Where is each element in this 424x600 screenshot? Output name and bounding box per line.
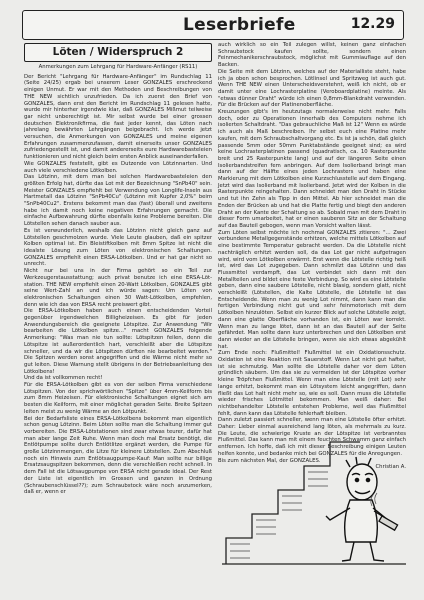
paragraph: Es ist verwunderlich, weshalb das Lötzinn nicht gleich ganz auf Lötstellen geschmolzen wurde. Viele Leute glauben, daß ein spitzer Kolben optimal ist. Ein Bleistiftkolben mit 8mm Spitze ist nicht die idealste Lösung zum Löten von elektronischen Schaltungen. GONZALES empfiehlt einen ERSA-Lötkolben. Und er hat gar nicht so unrecht. [24, 227, 212, 268]
soldering-cartoon-icon [222, 420, 406, 570]
author: Christian A. [375, 464, 406, 471]
paragraph: Wie GONZALES feststellt, gibt es Dutzende von Lötzinnarten. Und auch viele verschiedene Lötkolben. [24, 160, 212, 174]
paragraph: Zum Löten selbst möchte ich nochmal GONZALES zitieren: "... Zwei verbundene Metallgegenstände erhitzen, welche mittels Lötkolben auf eine bestimmte Temperatur gebracht werden. Da die Lötstelle nicht nachträglich erhitzt werden soll, da das Lot gar nicht aufgetragen wird, wird vom Lötkolben erwärmt. Erst wenn die Lötstelle richtig heiß ist, wird das Lot zugegeben. Dann schmilzt das Lötzinn und das Flussmittel verdampft, das Lot verbindet sich dann mit den Metallteilen und bildet eine feste Verbindung. So wird es eine Lötstelle geben, dann eine saubere Lötstelle, nicht blasig, sondern glatt, nicht verschleißt (Lötstellen, die Kalte Lötstelle, die Lötstelle ist das Entscheidende. Wenn man zu wenig Lot nimmt, dann kann man die fertigen Verbindung nicht gut und sehr feinmotorisch mit dem Lötkolben hinzulöten. Selbst ein kurzer Blick auf solche Lötstelle zeigt, dann eine glatte Oberfläche vorhanden ist, ein Löten war korrekt. Wenn man zu lange lötet, dann ist an das Bauteil auf der Seite gefährdet. Man sollte dann kurz unterbrechen und den Lötkolben erst dann wieder an die Lötstelle bringen, wenn sie sich etwas abgekühlt hat. [218, 229, 406, 350]
page-number: 12.29 [350, 16, 395, 32]
article-subtitle: Anmerkungen zum Lehrgang für Hardware-Anfänger (RS11) [38, 64, 198, 70]
section-header [22, 10, 404, 40]
paragraph: auch wirklich so ein Teil zulegen willst, keinen ganz einfachen Schraubstock kaufen sollte, sondern einen Feinmechanikerschraubstock, möglichst mit Gummiauflage auf den Backen. [218, 42, 406, 69]
paragraph: Nicht nur bei uns in der Firma gehört so ein Teil zur Werkzeugerstausstattung; auch privat benutze ich eine ERSA-Löt- station. THE NEW empfiehlt einen 20-Watt Lötkolben, GONZALES gibt seine Wert-Zahl an und ich würde sagen: Um Löten von elektronischen Schaltungen einen 30 Watt-Lötkolben, empfehlen, denn wie ich das von ERSA recht preiswert gibt. [24, 268, 212, 308]
paragraph: Die ERSA-Lötkolben haben auch einen entscheidenden Vorteil gegenüber irgendwelchen Billigheizeisen. Es gibt für jeden Anwendungsbereich die geeignete Lötspitze. Zur Anwendung "Wir bearbeiten die Lötkolben spitze..." macht GONZALES folgende Anmerkung: "Was man nie tun sollte: Lötspitzen feilen, denn die Lötspitze ist außerordentlich hart, verschleißt aber die Lötspitze schneller, und da wir die Lötspitzen dürften nie bearbeitet werden." Die Spitzen werden sonst angegriffen und die Wärme nicht mehr so gut leiten. Diese Warnung stellt übrigens in der Betriebsanleitung des Lötkolbens! [24, 308, 212, 375]
paragraph: Dann zuletzt passiert schneller, wenn man eine Lötstelle öfter erhitzt. Daher: Lieber einmal ausreichend lang löten, als mehrmals zu kurz. Die Leute, die schwierige Kruste an der Lötspitze ist verbranntes Flußmittel. Das kann man mit einem feuchten Schwamm ganz einfach entfernen. Ich hoffe, daß ich mit dieser Beschreibung einigen Leuten helfen konnte, und bedanke mich bei GONZALES für die Anregungen. [218, 417, 406, 457]
paragraph: Und da ist vollkommen recht! [24, 375, 103, 382]
paragraph: Bei der Bedarfsliste eines ERSA-Lötkolbens bekommt man eigentlich schon genug Lötzinn. Beim Löten sollte man die Schaltung immer gut vorbereiten. Die ERSA-Lötstationen sind zwar etwas teurer, dafür hat man aber lange Zeit Ruhe. Wenn man doch mal Ersatz benötigt, die Entlötpumpe sollte durch Entlötlitze ergänzt werden, die Pumpe für große Lötzinnmengen, die Litze für kleinere Lötstellen. Zum Abschluß noch ein Hinweis zum Entlötsaugpumpe-Kauf: Man sollte nur billige Ersatzsaugspitzen bekommen, denn die verschleißen recht schnell. In dem Fall ist die Lötsaugpumpe von ERSA nicht gerade ideal. Der Rest der Liste ist eigentlich im Grossen und ganzen in Ordnung (Schraubenschlüssel??); zum Schraubstock wäre noch anzumerken, daß er, wenn er [24, 415, 212, 496]
paragraph: Der Bericht "Lehrgang für Hardware-Anfänger" im Rundschlag 11 (Seite 24/25) ergab bei unserem Leser GONZALES erschreckend einigen Unmut. Er war mit den Methoden und Beschreibungen von THE NEW sichtlich unzufrieden. Da ich zuerst den Brief von GONZALES, dann erst den Bericht im Rundschlag 11 gelesen hatte, wurde mir hinterher irgendwie klar, daß GONZALES Mißmut teilweise gar nicht unberechtigt ist. Mir selbst wurde bei einer grossen deutschen Elektronikfirma, die fast jeder kennt, das Löten nach jahrelang bewährten Lehrgängen beigebracht. Ich werde jetzt versuchen, die Anmerkungen von GONZALES und meine eigenen Erfahrungen zusammenzufassen, damit einerseits unser GONZALES zufriedengestellt ist, und damit andererseits eure Hardwarebasteleien funktionieren und nicht gleich beim ersten Anblick auseinanderfallen. [24, 73, 212, 161]
paragraph: Die Seite mit dem Lötzinn, welches auf der Materialliste steht, habe ich ja oben schon besprochen. Lötlinsel und Spritzweg ist auch gut. Wenn THE NEW einen Unterscheidsverstehnt, weiß ich nicht, ob er damit unter eine Lochrasterplatine (Veroboardplatine) meinte. Als "etwas dünner Draht" würde ich einen 0,8mm-Blankdraht verwenden. Für die Brücken auf der Platinenoberfläche. [218, 68, 406, 109]
right-column [218, 42, 406, 471]
paragraph: Das Lötzinn, mit dem man bei solchen Hardwarebasteleien den größten Erfolg hat, dürfte das Lot mit der Bezeichnung "SnPb40" sein. Meister GONZALES empfiehlt bei Verwendung von Longlife-Inseln aus Hartmetall das Lötzinn "SnPb40Cu" (Lötzinn mit Kupfer 2,0%" beim "SnPb40Cu2". Erstens bekommt man das (fast) überall und zweitens habe ich damit noch keine negativen Erfahrungen gemacht. Die einfache Aufbewahrung dürfte ebenfalls keine Probleme bereiten. Die Lötstellen sehen danach sauber aus. [24, 174, 212, 228]
section-title: Leserbriefe [183, 15, 296, 35]
article-title: Löten / Widerspruch 2 [24, 43, 212, 62]
paragraph: Für die ERSA-Lötkolben gibt es von der selben Firma verschiedene Lötspitzen. Von der sprichwörtlichen "Spitze" über 4mm-Keilform bis zum 8mm Heizeisen. Für elektronische Schaltungen eignet sich am besten die Keilform, mit einer möglichst geraden Seite. Breite Spitzen leiten meist zu wenig Wärme an den Lötpunkt. [24, 382, 212, 415]
paragraph: Kreuzungen gibt's im heutzutags normalerweise nicht mehr. Falls doch, oder zu Operationen innerhalb des Computers nehme ich isolierten Schaltdraht. "Das gebrauchliche Maß ist 12" Wenn es würde ich auch als Maß beschreiben. Ihr selbst euch eine Platine mehr kaufen, mit dem Schraubschaltvorgang etc. Es ist ja schön, daß gleich passende 5mm oder 50mm Punktabstände geeignet sind; es wird keine Lochrasterplatinen passend (quadratisch, ca. 10 Rasterpunkte breit und 25 Rasterpunkte lang) und auf der längeren Seite einen Isolierbandstreifen fem anbringen. Auf dem Isolierband bringt man dann auf der Hälfte eines jeden Lochrasters und haben eine Markierung mit dem Lötkolben eine Kurzschlusstelle auf dem Eingang. Jetzt wird das Isolierband mit Isolierband. Jetzt wird der Kolben in die Rasterpunkte reingehalten. Dann schneidet man den Draht in Stücke und tut ihn Zehn als Tipp in den Mittel. Ab hier schneidet man die Enden der Brücken ab und hat die Platte fertig und biegt den anderen Draht an der Kante der Schaltung so ab. Sobald man mit dem Draht in dieser Form umarbeitet, hat er einen sauberen Sitz an der Schaltung auf das Bauteil gebogen, wenn man Vorsicht walten lässt. [218, 109, 406, 229]
signoff: Bis zum nächsten Mal, der GONZALES. [218, 457, 321, 464]
left-column [24, 64, 212, 591]
paragraph: Zum Ende noch: Flußmittel! Flußmittel ist ein Oxidationsschutz. Oxidation ist eine Reaktion mit Sauerstoff. Wenn Lot nicht gut haftet, ist sie schmutzig. Man sollte die Lötstelle daher vor dem Löten gründlich säubern. Um das sie zu vermeiden ist der Lötspitze vorher kleine Tröpfchen Flußmittel. Wenn man eine Lötstelle (mit Lot) sehr lange erhitzt, bekommt man ein Lötsystem leicht angegriffen, dann fließt das Lot halt nicht mehr so, wie es soll. Dann muss die Lötstelle wieder frisches Lötmittel bekommen. Man weiß daher: Bei nichtbehandelter Lötstelle entstehen Probleme, weil das Flußmittel fehlt, dann kann das Lötstelle fehlerhaft bleiben. [218, 350, 406, 417]
